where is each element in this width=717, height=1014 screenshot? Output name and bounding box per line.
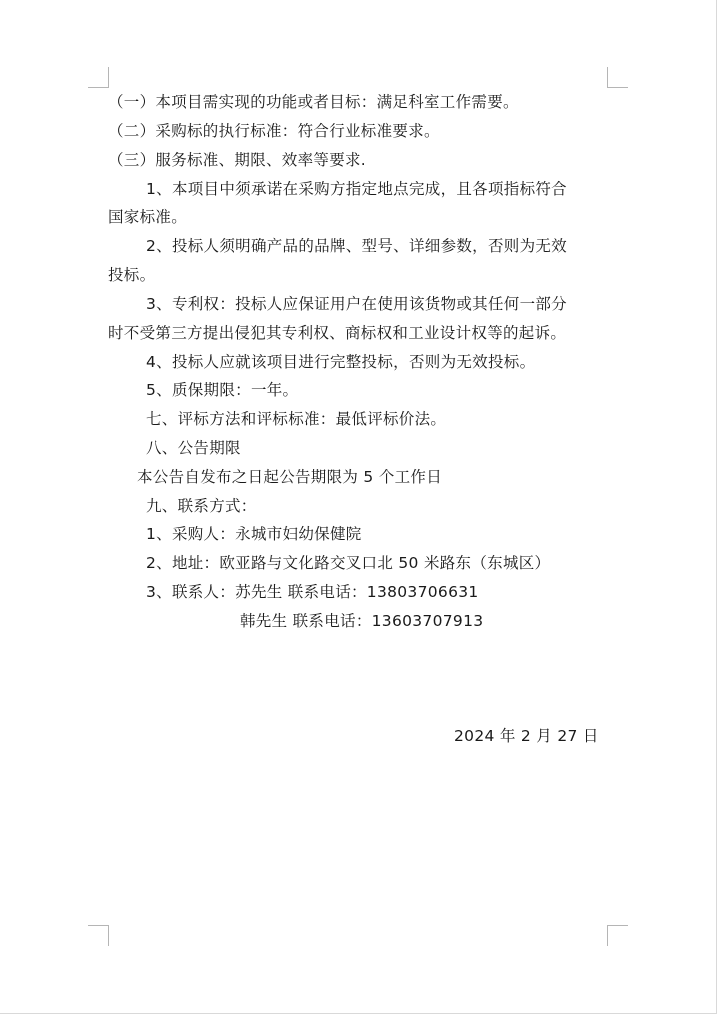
text-line: 本公告自发布之日起公告期限为 5 个工作日: [137, 468, 443, 486]
text-line: （三）服务标准、期限、效率等要求.: [108, 151, 367, 169]
text-line: 3、联系人：苏先生 联系电话：13803706631: [146, 583, 479, 601]
text-line: 七、评标方法和评标标准：最低评标价法。: [146, 410, 447, 428]
text-line: 2、地址：欧亚路与文化路交叉口北 50 米路东（东城区）: [146, 554, 551, 572]
text-line: 韩先生 联系电话：13603707913: [240, 612, 484, 630]
text-line: 投标。: [108, 266, 156, 284]
margin-mark-bottom-left: [88, 925, 109, 946]
text-line: 4、投标人应就该项目进行完整投标，否则为无效投标。: [146, 353, 536, 371]
text-line: 八、公告期限: [146, 439, 241, 457]
text-line: 九、联系方式：: [146, 497, 257, 515]
text-line: 3、专利权：投标人应保证用户在使用该货物或其任何一部分: [146, 295, 567, 313]
text-line: 时不受第三方提出侵犯其专利权、商标权和工业设计权等的起诉。: [108, 324, 567, 342]
text-line: （一）本项目需实现的功能或者目标：满足科室工作需要。: [108, 93, 519, 111]
text-line: 5、质保期限：一年。: [146, 381, 299, 399]
margin-mark-top-left: [88, 67, 109, 88]
text-line: 2、投标人须明确产品的品牌、型号、详细参数，否则为无效: [146, 237, 567, 255]
text-line: 1、本项目中须承诺在采购方指定地点完成，且各项指标符合: [146, 180, 567, 198]
text-line: 国家标准。: [108, 208, 188, 226]
text-line: 1、采购人：永城市妇幼保健院: [146, 525, 362, 543]
margin-mark-top-right: [607, 67, 628, 88]
margin-mark-bottom-right: [607, 925, 628, 946]
document-date: 2024 年 2 月 27 日: [454, 727, 599, 745]
text-line: （二）采购标的执行标准：符合行业标准要求。: [108, 122, 440, 140]
